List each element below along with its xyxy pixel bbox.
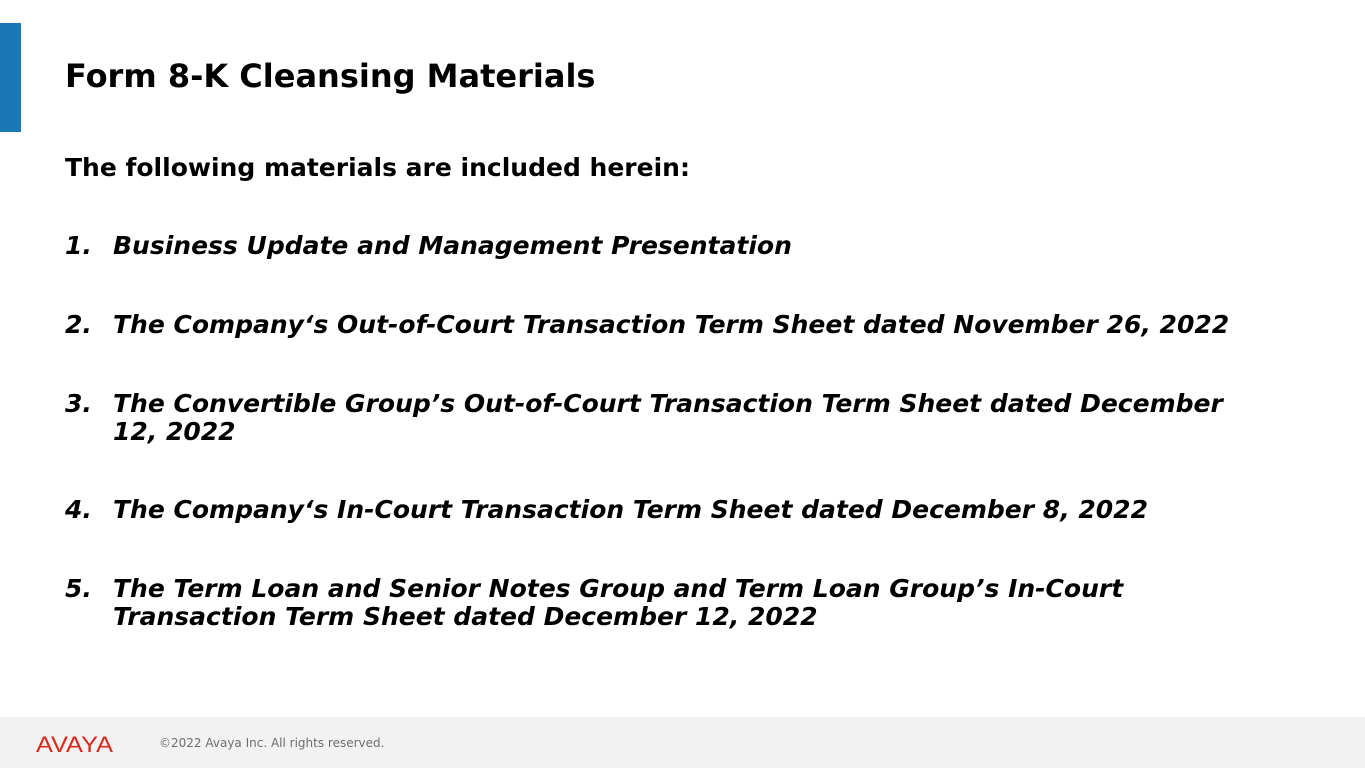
list-item-number: 3.: [65, 389, 92, 418]
list-item: [65, 575, 1275, 631]
list-item: [65, 496, 1275, 524]
list-item-text: The Company‘s In-Court Transaction Term Sheet dated December 8, 2022: [113, 495, 1148, 524]
intro-text: The following materials are included herein:: [65, 153, 690, 182]
list-item-number: 1.: [65, 231, 92, 260]
list-item: [65, 311, 1275, 339]
list-item-number: 4.: [65, 495, 92, 524]
list-item-text: The Convertible Group’s Out-of-Court Transaction Term Sheet dated December 12, 2022: [113, 389, 1223, 446]
list-item-text: Business Update and Management Presentation: [113, 231, 792, 260]
page-title: Form 8-K Cleansing Materials: [65, 57, 596, 95]
list-item-number: 5.: [65, 574, 92, 603]
list-item-number: 2.: [65, 310, 92, 339]
list-item-text: The Company‘s Out-of-Court Transaction Term Sheet dated November 26, 2022: [113, 310, 1230, 339]
list-item: [65, 390, 1275, 446]
copyright-text: ©2022 Avaya Inc. All rights reserved.: [159, 736, 385, 750]
footer: [0, 717, 1365, 768]
accent-bar: [0, 23, 21, 132]
list-item: [65, 232, 1275, 260]
svg-text:AVAYA: AVAYA: [36, 732, 114, 757]
list-item-text: The Term Loan and Senior Notes Group and Term Loan Group’s In-Court Transaction Term Sheet dated December 12, 2022: [113, 574, 1124, 631]
avaya-logo: [36, 731, 114, 757]
